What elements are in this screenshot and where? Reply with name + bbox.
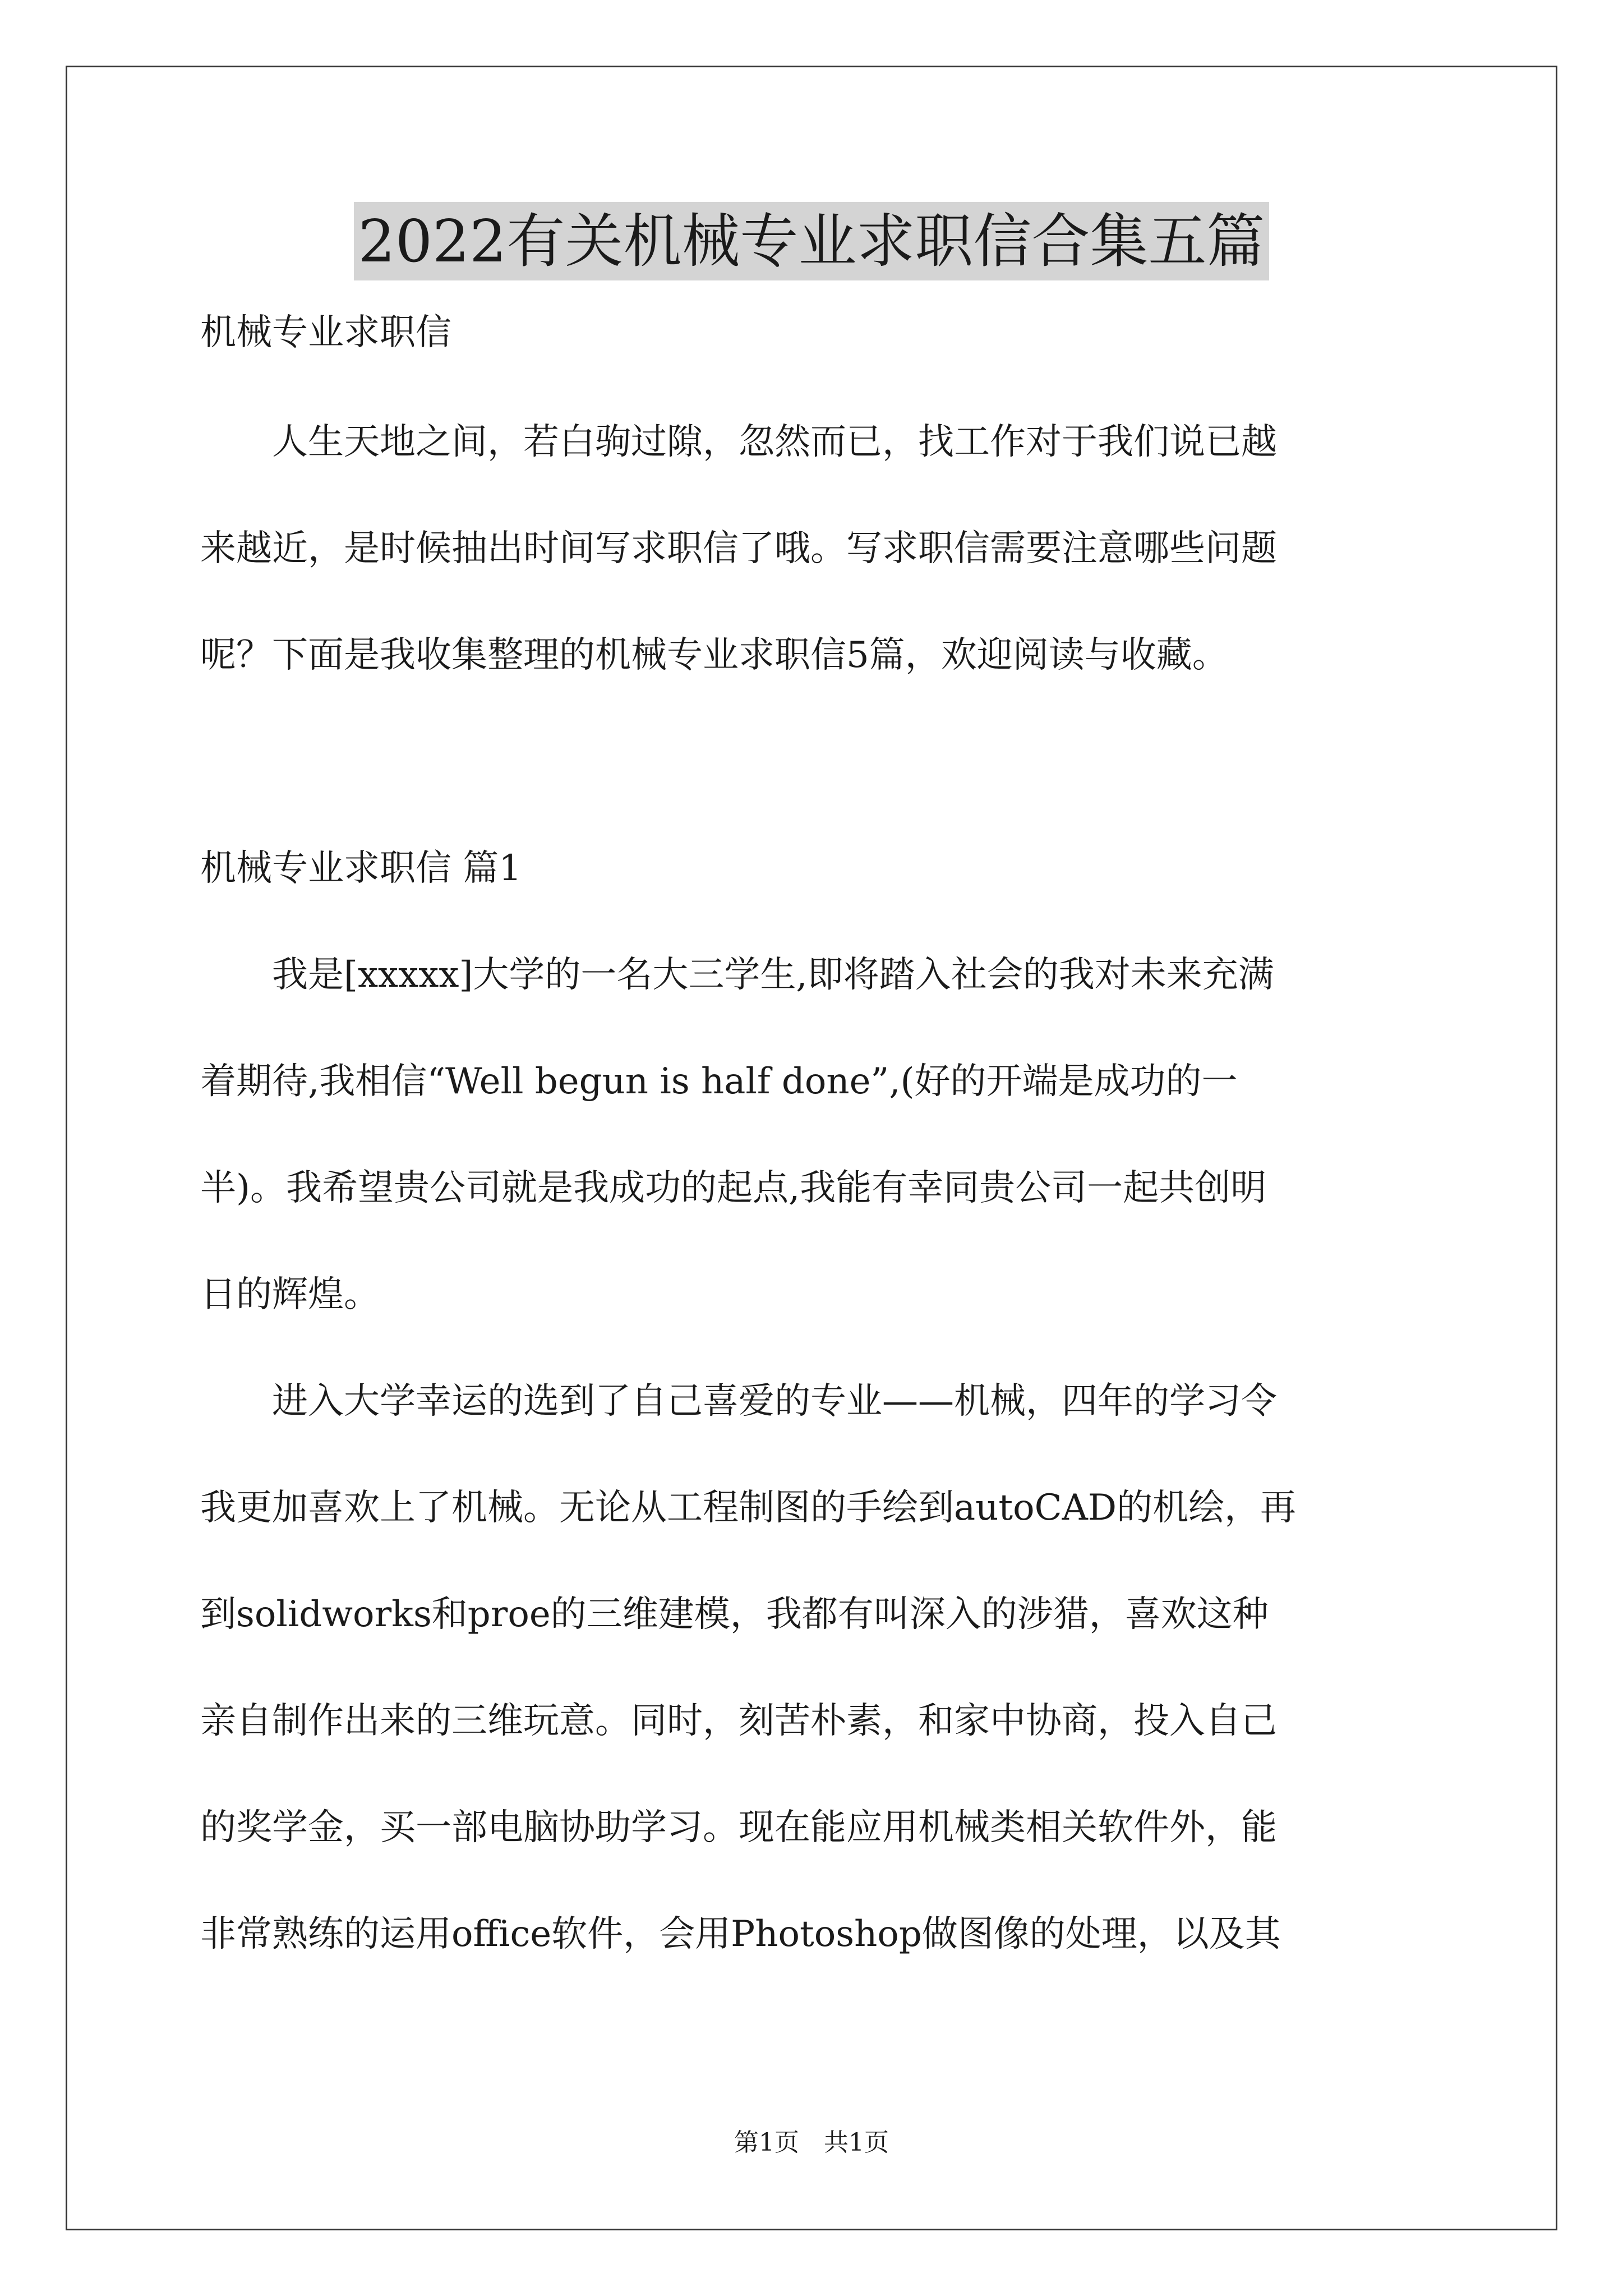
section1-line-9: 的奖学金，买一部电脑协助学习。现在能应用机械类相关软件外，能 [200, 1807, 1277, 1848]
page-border [66, 66, 1557, 2230]
section1-line-1: 我是[xxxxx]大学的一名大三学生,即将踏入社会的我对未来充满 [200, 954, 1274, 996]
section1-line-6: 我更加喜欢上了机械。无论从工程制图的手绘到autoCAD的机绘，再 [200, 1487, 1297, 1529]
section1-heading: 机械专业求职信 篇1 [200, 848, 522, 889]
section1-line-10: 非常熟练的运用office软件，会用Photoshop做图像的处理，以及其 [200, 1913, 1281, 1955]
section1-line-8: 亲自制作出来的三维玩意。同时，刻苦朴素，和家中协商，投入自己 [200, 1700, 1277, 1742]
intro-heading: 机械专业求职信 [200, 312, 451, 353]
title-block [0, 202, 1623, 280]
section1-line-3: 半)。我希望贵公司就是我成功的起点,我能有幸同贵公司一起共创明 [200, 1167, 1267, 1209]
intro-line-2: 来越近，是时候抽出时间写求职信了哦。写求职信需要注意哪些问题 [200, 528, 1277, 569]
document-title: 2022有关机械专业求职信合集五篇 [354, 202, 1270, 280]
section1-line-7: 到solidworks和proe的三维建模，我都有叫深入的涉猎，喜欢这种 [200, 1594, 1269, 1635]
section1-line-5: 进入大学幸运的选到了自己喜爱的专业——机械，四年的学习令 [200, 1381, 1277, 1422]
intro-line-1: 人生天地之间，若白驹过隙，忽然而已，找工作对于我们说已越 [200, 421, 1277, 463]
section1-line-4: 日的辉煌。 [200, 1274, 380, 1315]
page-footer: 第1页 共1页 [734, 2128, 889, 2157]
intro-line-3: 呢？下面是我收集整理的机械专业求职信5篇，欢迎阅读与收藏。 [200, 634, 1228, 676]
section1-line-2: 着期待,我相信“Well begun is half done”,(好的开端是成功的一 [200, 1061, 1238, 1102]
